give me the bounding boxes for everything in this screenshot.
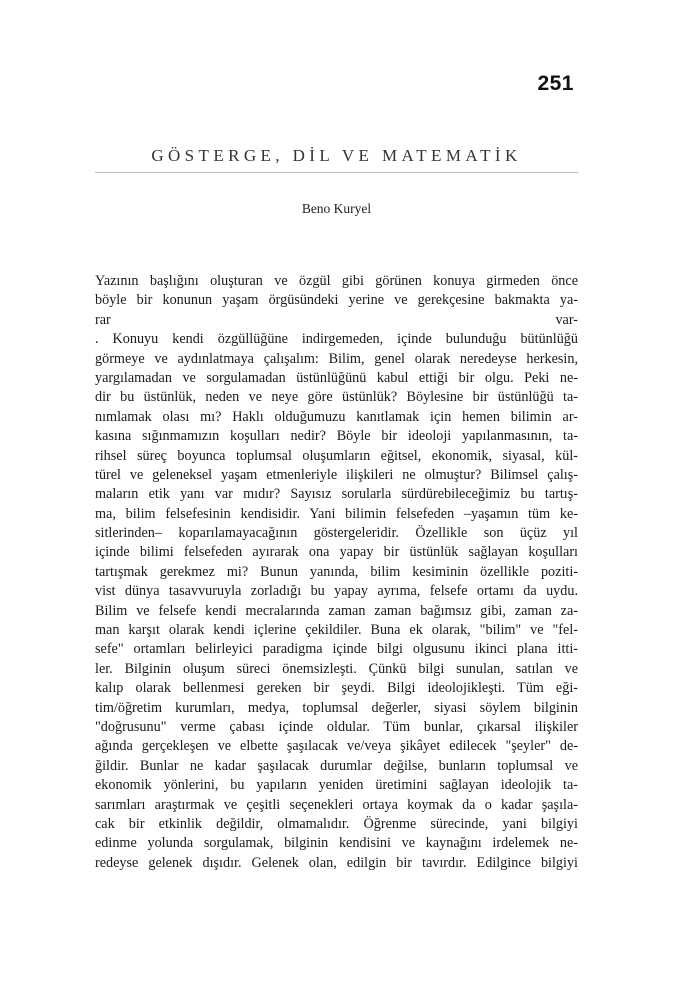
body-line: kasına sığınmamızın koşulları nedir? Böyle bir ideoloji yapılanmasının, ta- [95,428,578,445]
page-number: 251 [537,72,574,95]
chapter-title: GÖSTERGE, DİL VE MATEMATİK [151,146,522,165]
body-line: tartışmak gerekmez mi? Bunun yanında, bilim kesiminin özellikle poziti- [95,563,578,580]
body-line: tim/öğretim kurumları, medya, toplumsal değerler, siyasi söylem bilginin [95,699,578,716]
body-line: edinme yolunda sorgulamak, bilginin kendisini ve kaynağını irdelemek ne- [95,835,578,852]
body-line: yargılamadan ve sorgulamadan üstünlüğünü kabul ettiği bir olgu. Peki ne- [95,369,578,386]
body-line: böyle bir konunun yaşam örgüsündeki yerine ve gerekçesine bakmakta ya- [95,292,578,309]
body-line: sarımları araştırmak ve çeşitli seçenekleri ortaya koymak da o kadar şaşıla- [95,796,578,813]
body-line: ekonomik yönlerini, bu yapıların yeniden üretimini sağlayan ideolojik ta- [95,777,578,794]
body-line: maların etik yanı var mıdır? Sayısız sorularla sürdürebileceğimiz bu tartış- [95,486,578,503]
body-line: ağında gerçekleşen ve elbette şaşılacak ve/veya şikâyet edilecek "şeyler" de- [95,738,578,755]
title-divider [95,172,578,173]
body-line: ğildir. Bunlar ne kadar şaşılacak durumlar değilse, bunların toplumsal ve [95,757,578,774]
body-line: . Konuyu kendi özgüllüğüne indirgemeden, içinde bulunduğu bütünlüğü [95,331,578,348]
body-line: içinde bilimi felsefeden ayırarak ona yapay bir üstünlük sağlayan koşulları [95,544,578,561]
body-line: Yazının başlığını oluşturan ve özgül gibi görünen konuya girmeden önce [95,273,578,289]
body-line: redeyse gelenek dışıdır. Gelenek olan, edilgin bir tavırdır. Edilgince bilgiyi [95,854,578,871]
body-line: nımlamak olası mı? Haklı olduğumuzu kanıtlamak için hemen bilimin ar- [95,408,578,425]
body-line: cak bir etkinlik değildir, olmamalıdır. Öğrenme sürecinde, yani bilgiyi [95,815,578,832]
body-line: "doğrusunu" verme çabası içinde oldular. Tüm bunlar, çıkarsal ilişkiler [95,718,578,735]
body-line: rar var- [95,311,578,328]
body-line: dir bu üstünlük, neden ve neye göre üstünlük? Böylesine bir üstünlüğü ta- [95,389,578,406]
body-line: türel ve geleneksel yaşam etmenleriyle ilişkileri ne olmuştur? Bilimsel çalış- [95,466,578,483]
body-line: rihsel süreç boyunca toplumsal oluşumların eğitsel, ekonomik, siyasal, kül- [95,447,578,464]
body-line: sefe" ortamları belirleyici paradigma içinde bilgi olgusunu ikinci plana itti- [95,641,578,658]
body-line: sitlerinden– koparılamayacağının göstergeleridir. Özellikle son üçüz yıl [95,525,578,542]
body-text [95,272,578,873]
body-line: görmeye ve aydınlatmaya çalışalım: Bilim, genel olarak neredeyse herkesin, [95,350,578,367]
body-line: ma, bilim felsefesinin kendisidir. Yani bilimin felsefeden –yaşamın tüm ke- [95,505,578,522]
author-name: Beno Kuryel [301,201,372,216]
body-line: ler. Bilginin oluşum süreci önemsizleşti. Çünkü bilgi sunulan, satılan ve [95,660,578,677]
body-line: kalıp olarak bellenmesi gereken bir şeydi. Bilgi ideolojikleşti. Tüm eği- [95,680,578,697]
body-line: Bilim ve felsefe kendi mecralarında zaman zaman bağımsız gibi, zaman za- [95,602,578,619]
body-line: man karşıt olarak kendi içlerine çekildiler. Buna ek olarak, "bilim" ve "fel- [95,622,578,639]
body-line: vist dünya tasavvuruyla zorladığı bu yapay ayrıma, felsefe ortamı da uydu. [95,583,578,600]
